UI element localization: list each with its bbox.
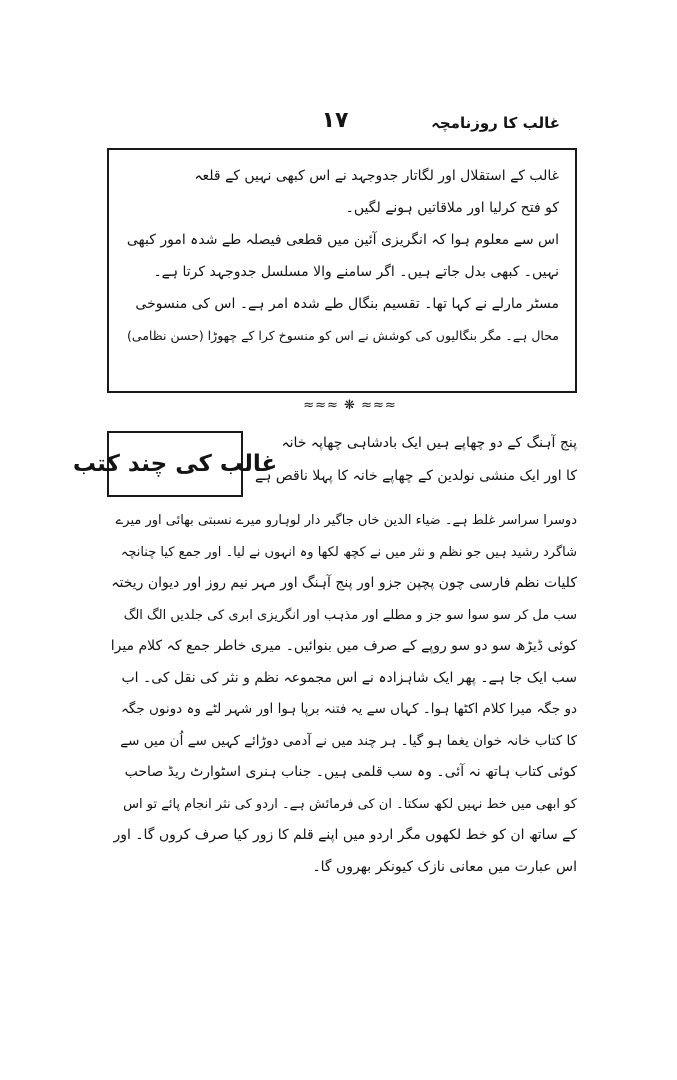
body-line: کوئی ڈیڑھ سو دو سو روپے کے صرف میں بنوائیں۔ میری خاطر جمع کہ کلام میرا (110, 638, 577, 654)
intro-line: کا اور ایک منشی نولدین کے چھاپے خانہ کا پہلا ناقص ہے (255, 468, 577, 484)
quote-line: اس سے معلوم ہوا کہ انگریزی آئین میں قطعی فیصلہ طے شدہ امور کبھی (126, 232, 559, 248)
body-line: کلیات نظم فارسی چون پچپن جزو اور پنج آہنگ اور مہر نیم روز اور دیوان ریختہ (111, 575, 577, 591)
boxed-quote (107, 148, 577, 393)
body-line: سب ایک جا ہے۔ پھر ایک شاہزادہ نے اس مجموعہ نظم و نثر کی نقل کی۔ اب (121, 669, 577, 686)
section-intro (72, 427, 577, 501)
body-line: کو ابھی میں خط نہیں لکھ سکتا۔ ان کی فرمائش ہے۔ اردو کی نثر انجام پائے تو اس (123, 796, 577, 812)
body-line: سب مل کر سو سوا سو جز و مطلے اور مذہب اور انگریزی ابری کی جلدیں الگ الگ (123, 607, 577, 623)
quote-line: غالب کے استقلال اور لگاتار جدوجہد نے اس کبھی نہیں کے قلعہ (194, 168, 559, 184)
body-line: اس عبارت میں معانی نازک کیونکر بھروں گا۔ (312, 858, 577, 875)
body-line: شاگرد رشید ہیں جو نظم و نثر میں نے کچھ لکھا وہ انہوں نے لیا۔ اور جمع کیا چنانچہ (120, 544, 577, 560)
quote-line: کو فتح کرلیا اور ملاقاتیں ہونے لگیں۔ (345, 200, 559, 216)
body-line: کا کتاب خانہ خوان یغما ہو گیا۔ ہر چند میں نے آدمی دوڑائے کہیں سے اُن میں سے (120, 732, 577, 749)
body-line: کے ساتھ ان کو خط لکھوں مگر اردو میں اپنے قلم کا زور کیا صرف کروں گا۔ اور (113, 827, 577, 843)
section-heading: غالب کی چند کتب (107, 431, 243, 497)
body-line: دو جگہ میرا کلام اکٹھا ہوا۔ کہاں سے یہ فتنہ برپا ہوا اور شہر لٹے وہ دونوں جگہ (120, 701, 577, 717)
quote-line: محال ہے۔ مگر بنگالیوں کی کوشش نے اس کو منسوخ کرا کے چھوڑا (حسن نظامی) (126, 328, 559, 343)
body-line: دوسرا سراسر غلط ہے۔ ضیاء الدین خاں جاگیر دار لوہارو میرے نسبتی بھائی اور میرے (115, 513, 577, 528)
ornamental-divider: ≈≈≈ ❋ ≈≈≈ (303, 398, 397, 413)
body-line: کوئی کتاب ہاتھ نہ آئی۔ وہ سب قلمی ہیں۔ جناب ہنری اسٹوارٹ ریڈ صاحب (124, 764, 577, 780)
quote-line: نہیں۔ کبھی بدل جاتے ہیں۔ اگر سامنے والا مسلسل جدوجہد کرتا ہے۔ (153, 264, 559, 280)
quote-line: مسٹر مارلے نے کہا تھا۔ تقسیم بنگال طے شدہ امر ہے۔ اس کی منسوخی (135, 296, 559, 312)
page-number: ۱۷ (321, 108, 349, 133)
running-title: غالب کا روزنامچہ (431, 114, 560, 132)
section-intro-text (247, 427, 577, 497)
body-text (107, 505, 577, 975)
intro-line: پنج آہنگ کے دو چھاپے ہیں ایک بادشاہی چھاپہ خانہ (281, 435, 577, 451)
